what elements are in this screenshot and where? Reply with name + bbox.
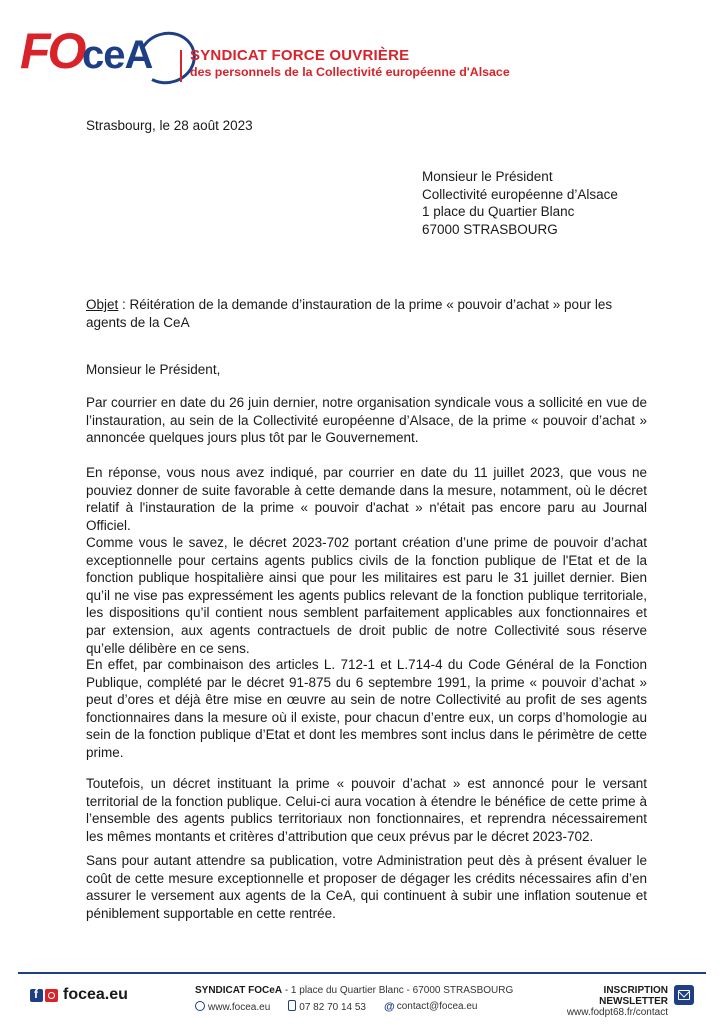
footer-newsletter [538,985,668,1018]
newsletter-url[interactable]: www.fodpt68.fr/contact [566,1007,668,1018]
logo-fo-text: FO [20,23,84,79]
logo-cea-text: ceA [82,33,153,77]
phone-icon [288,1000,296,1011]
footer-divider [18,972,706,974]
footer-email[interactable] [384,1001,478,1012]
newsletter-title: INSCRIPTION NEWSLETTER [599,985,668,1007]
recipient-line: 1 place du Quartier Blanc [422,204,575,219]
footer-phone[interactable] [288,1000,366,1013]
recipient-line: Collectivité européenne d’Alsace [422,186,618,202]
focea-logo [20,22,195,84]
facebook-icon[interactable] [30,989,43,1002]
body-paragraph: En effet, par combinaison des articles L. 712-1 et L.714-4 du Code Général de la Fonction Publique, complété par le décret 91-875 du 6 septembre 1991, la prime « pouvoir d’achat » peut d’ores et déjà être mise en œuvre au sein de notre Collectivité au profit de ses agents fonctionnaires dans la mesure où il existe, pour chacun d’entre eux, un corps d’homologie au sein de la fonction publique d’Etat et dont les membres sont inclus dans le périmètre de cette prime. [86,657,647,760]
org-subtitle: des personnels de la Collectivité européenne d'Alsace [190,65,510,79]
recipient-line: Monsieur le Président [422,169,553,184]
footer-website[interactable] [195,1001,270,1013]
mail-icon[interactable] [674,985,694,1005]
place-date: Strasbourg, le 28 août 2023 [86,118,253,133]
object-label: Objet [86,297,119,312]
org-title: SYNDICAT FORCE OUVRIÈRE [190,47,410,64]
footer-address-line [195,985,513,996]
salutation: Monsieur le Président, [86,362,221,377]
footer-social [30,986,128,1004]
recipient-address [422,168,618,238]
body-paragraph: Par courrier en date du 26 juin dernier, notre organisation syndicale vous a sollicité en vue de l’instauration, au sein de la Collectivité européenne d’Alsace, de la prime « pouvoir d’achat » annoncée quelques jours plus tôt par le Gouvernement. [86,395,647,446]
instagram-icon[interactable] [45,989,58,1002]
letter-object [86,296,646,331]
globe-icon [195,1001,205,1011]
footer-contact-row [195,1000,513,1013]
website-text: www.focea.eu [208,1001,271,1013]
body-paragraph: En réponse, vous nous avez indiqué, par courrier en date du 11 juillet 2023, que vous ne pouviez donner de suite favorable à cette demande dans la mesure, notamment, où le décret relatif à l'instauration de la prime « pouvoir d'achat » n'était pas encore paru au Journal Officiel. [86,465,647,533]
footer-syndicat-label: SYNDICAT FOCeA [195,985,283,996]
body-paragraph: Sans pour autant attendre sa publication, votre Administration peut dès à présent évaluer le coût de cette mesure exceptionnelle et proposer de dégager les crédits nécessaires afin d’en assurer le versement aux agents de la CeA, qui continuent à subir une inflation soutenue et péniblement supportable en cette rentrée. [86,853,647,921]
header-divider [180,50,182,82]
phone-text: 07 82 70 14 53 [299,1002,366,1013]
recipient-line: 67000 STRASBOURG [422,221,558,237]
at-icon: @ [384,1001,395,1013]
social-site-label: focea.eu [63,986,128,1003]
footer-address: - 1 place du Quartier Blanc - 67000 STRASBOURG [282,985,514,996]
footer-contact [195,985,513,1013]
body-paragraph: Comme vous le savez, le décret 2023-702 portant création d’une prime de pouvoir d’achat exceptionnelle pour certains agents publics civils de la fonction publique de l'Etat et de la fonction publique hospitalière ainsi que pour les militaires est paru le 31 juillet dernier. Bien qu’il ne vise pas expressément les agents publics relevant de la fonction publique territoriale, les dispositions qu’il contient nous semblent parfaitement applicables aux fonctionnaires et par extension, aux agents contractuels de droit public de notre Collectivité sous réserve qu’elle délibère en ce sens. [86,535,647,656]
object-text: : Réitération de la demande d’instauration de la prime « pouvoir d’achat » pour les agents de la CeA [86,297,613,330]
email-text: contact@focea.eu [396,1001,478,1012]
body-paragraph: Toutefois, un décret instituant la prime « pouvoir d’achat » est annoncé pour le versant territorial de la fonction publique. Celui-ci aura vocation à étendre le bénéfice de cette prime à l’ensemble des agents publics territoriaux non fonctionnaires, et reprendra nécessairement les mêmes montants et critères d’attribution que ceux prévus par le décret 2023-702. [86,776,647,844]
